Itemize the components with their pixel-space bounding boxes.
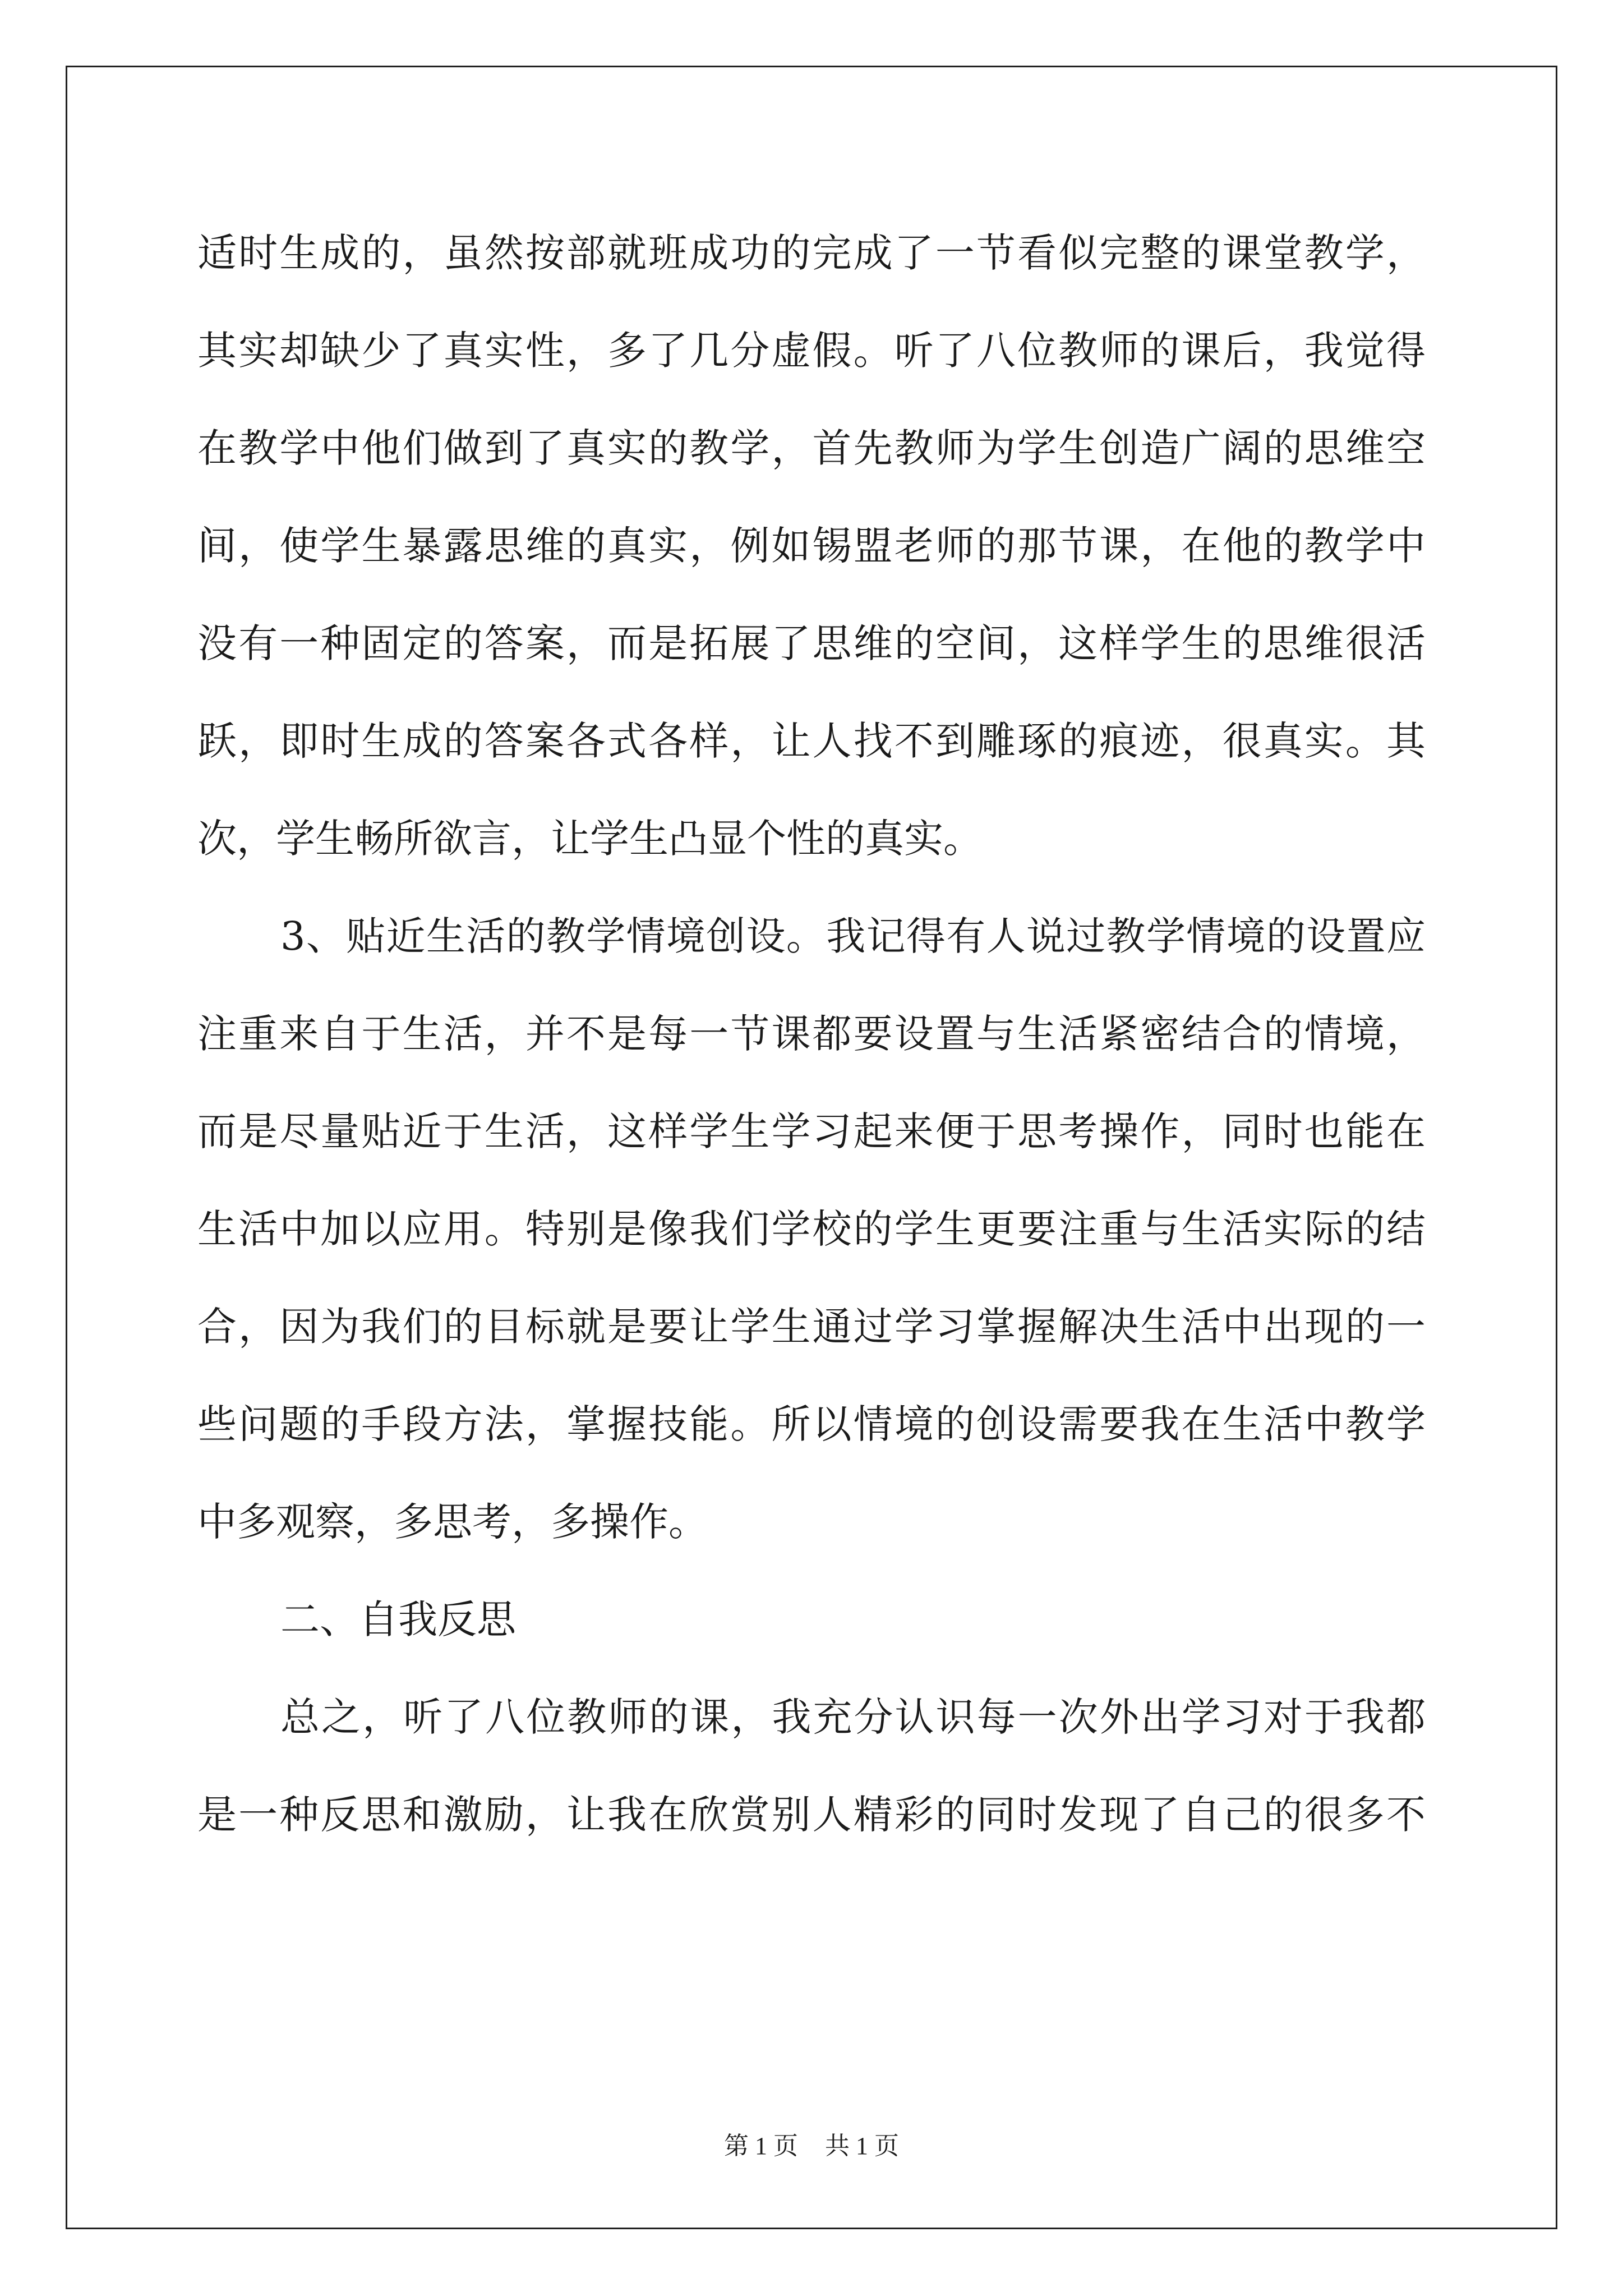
text-line: 没有一种固定的答案，而是拓展了思维的空间，这样学生的思维很活 xyxy=(197,620,1426,666)
text-line: 其实却缺少了真实性，多了几分虚假。听了八位教师的课后，我觉得 xyxy=(197,328,1426,374)
page-number-total: 共 1 页 xyxy=(825,2132,899,2160)
page-footer xyxy=(0,2129,1623,2163)
text-line: 是一种反思和激励，让我在欣赏别人精彩的同时发现了自己的很多不 xyxy=(197,1792,1426,1838)
text-line: 3、贴近生活的教学情境创设。我记得有人说过教学情境的设置应 xyxy=(280,913,1426,959)
text-line: 总之，听了八位教师的课，我充分认识每一次外出学习对于我都 xyxy=(280,1694,1426,1740)
text-line: 在教学中他们做到了真实的教学，首先教师为学生创造广阔的思维空 xyxy=(197,425,1426,471)
text-line: 合，因为我们的目标就是要让学生通过学习掌握解决生活中出现的一 xyxy=(197,1304,1426,1350)
text-line: 跃，即时生成的答案各式各样，让人找不到雕琢的痕迹，很真实。其 xyxy=(197,718,1426,764)
text-line: 适时生成的，虽然按部就班成功的完成了一节看似完整的课堂教学， xyxy=(197,230,1426,276)
text-line: 注重来自于生活，并不是每一节课都要设置与生活紧密结合的情境， xyxy=(197,1011,1426,1057)
text-line: 二、自我反思 xyxy=(280,1596,516,1642)
text-line: 中多观察，多思考，多操作。 xyxy=(197,1499,708,1545)
text-line: 生活中加以应用。特别是像我们学校的学生更要注重与生活实际的结 xyxy=(197,1206,1426,1252)
text-line: 次，学生畅所欲言，让学生凸显个性的真实。 xyxy=(197,816,983,862)
document-body xyxy=(197,204,1426,1864)
text-line: 而是尽量贴近于生活，这样学生学习起来便于思考操作，同时也能在 xyxy=(197,1108,1426,1154)
text-line: 些问题的手段方法，掌握技能。所以情境的创设需要我在生活中教学 xyxy=(197,1401,1426,1447)
text-line: 间，使学生暴露思维的真实，例如锡盟老师的那节课，在他的教学中 xyxy=(197,523,1426,569)
page-number-current: 第 1 页 xyxy=(724,2132,798,2160)
